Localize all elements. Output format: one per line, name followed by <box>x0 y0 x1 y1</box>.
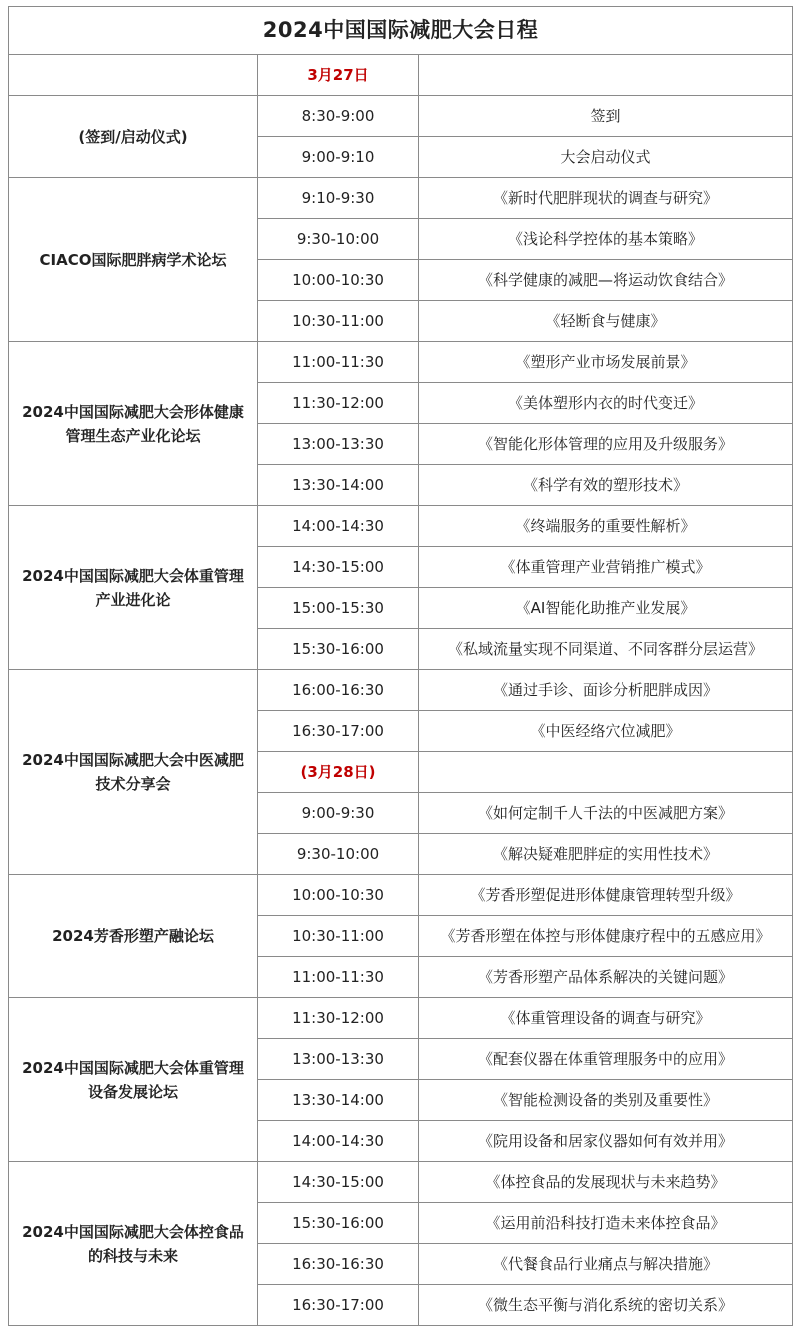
time-slot: 9:00-9:10 <box>258 137 419 178</box>
time-slot: 15:30-16:00 <box>258 1203 419 1244</box>
topic-title: 《新时代肥胖现状的调查与研究》 <box>419 178 793 219</box>
session-name: CIACO国际肥胖病学术论坛 <box>9 178 258 342</box>
schedule-table <box>8 6 793 1326</box>
time-slot: 13:30-14:00 <box>258 1080 419 1121</box>
time-slot: 10:30-11:00 <box>258 301 419 342</box>
session-name: 2024中国国际减肥大会体重管理产业进化论 <box>9 506 258 670</box>
topic-title: 《代餐食品行业痛点与解决措施》 <box>419 1244 793 1285</box>
schedule-row <box>9 875 793 916</box>
time-slot: 14:00-14:30 <box>258 1121 419 1162</box>
schedule-row <box>9 998 793 1039</box>
schedule-row <box>9 1162 793 1203</box>
topic-title: 《终端服务的重要性解析》 <box>419 506 793 547</box>
time-slot: 9:10-9:30 <box>258 178 419 219</box>
topic-title: 《AI智能化助推产业发展》 <box>419 588 793 629</box>
topic-title: 《私域流量实现不同渠道、不同客群分层运营》 <box>419 629 793 670</box>
topic-title: 《芳香形塑促进形体健康管理转型升级》 <box>419 875 793 916</box>
empty-cell <box>9 55 258 96</box>
topic-title: 《中医经络穴位减肥》 <box>419 711 793 752</box>
topic-title: 《浅论科学控体的基本策略》 <box>419 219 793 260</box>
topic-title: 《体重管理设备的调查与研究》 <box>419 998 793 1039</box>
time-slot: 13:30-14:00 <box>258 465 419 506</box>
topic-title: 《科学健康的减肥—将运动饮食结合》 <box>419 260 793 301</box>
time-slot: 14:00-14:30 <box>258 506 419 547</box>
schedule-body <box>9 7 793 1326</box>
schedule-row <box>9 506 793 547</box>
topic-title: 《塑形产业市场发展前景》 <box>419 342 793 383</box>
time-slot: 10:00-10:30 <box>258 875 419 916</box>
time-slot: 13:00-13:30 <box>258 1039 419 1080</box>
time-slot: 9:30-10:00 <box>258 834 419 875</box>
schedule-row <box>9 670 793 711</box>
page-title: 2024中国国际减肥大会日程 <box>9 7 793 55</box>
time-slot: 16:00-16:30 <box>258 670 419 711</box>
topic-title: 签到 <box>419 96 793 137</box>
day2-date: (3月28日) <box>258 752 419 793</box>
time-slot: 11:30-12:00 <box>258 383 419 424</box>
time-slot: 14:30-15:00 <box>258 547 419 588</box>
session-name: 2024芳香形塑产融论坛 <box>9 875 258 998</box>
empty-cell <box>419 55 793 96</box>
time-slot: 14:30-15:00 <box>258 1162 419 1203</box>
session-name: 2024中国国际减肥大会中医减肥技术分享会 <box>9 670 258 875</box>
topic-title: 《通过手诊、面诊分析肥胖成因》 <box>419 670 793 711</box>
schedule-row <box>9 178 793 219</box>
topic-title: 《院用设备和居家仪器如何有效并用》 <box>419 1121 793 1162</box>
session-name: (签到/启动仪式) <box>9 96 258 178</box>
topic-title: 《运用前沿科技打造未来体控食品》 <box>419 1203 793 1244</box>
topic-title: 《科学有效的塑形技术》 <box>419 465 793 506</box>
time-slot: 11:00-11:30 <box>258 957 419 998</box>
time-slot: 11:30-12:00 <box>258 998 419 1039</box>
topic-title: 《体控食品的发展现状与未来趋势》 <box>419 1162 793 1203</box>
session-name: 2024中国国际减肥大会体重管理设备发展论坛 <box>9 998 258 1162</box>
time-slot: 10:00-10:30 <box>258 260 419 301</box>
empty-cell <box>419 752 793 793</box>
topic-title: 《微生态平衡与消化系统的密切关系》 <box>419 1285 793 1326</box>
time-slot: 9:30-10:00 <box>258 219 419 260</box>
time-slot: 16:30-17:00 <box>258 711 419 752</box>
topic-title: 《解决疑难肥胖症的实用性技术》 <box>419 834 793 875</box>
topic-title: 《智能化形体管理的应用及升级服务》 <box>419 424 793 465</box>
session-name: 2024中国国际减肥大会体控食品的科技与未来 <box>9 1162 258 1326</box>
time-slot: 16:30-17:00 <box>258 1285 419 1326</box>
topic-title: 《如何定制千人千法的中医减肥方案》 <box>419 793 793 834</box>
time-slot: 15:00-15:30 <box>258 588 419 629</box>
time-slot: 9:00-9:30 <box>258 793 419 834</box>
schedule-row <box>9 342 793 383</box>
topic-title: 大会启动仪式 <box>419 137 793 178</box>
topic-title: 《美体塑形内衣的时代变迁》 <box>419 383 793 424</box>
topic-title: 《体重管理产业营销推广模式》 <box>419 547 793 588</box>
topic-title: 《轻断食与健康》 <box>419 301 793 342</box>
topic-title: 《智能检测设备的类别及重要性》 <box>419 1080 793 1121</box>
date-row <box>9 55 793 96</box>
time-slot: 8:30-9:00 <box>258 96 419 137</box>
schedule-container <box>8 6 792 1326</box>
topic-title: 《配套仪器在体重管理服务中的应用》 <box>419 1039 793 1080</box>
topic-title: 《芳香形塑产品体系解决的关键问题》 <box>419 957 793 998</box>
time-slot: 11:00-11:30 <box>258 342 419 383</box>
topic-title: 《芳香形塑在体控与形体健康疗程中的五感应用》 <box>419 916 793 957</box>
session-name: 2024中国国际减肥大会形体健康管理生态产业化论坛 <box>9 342 258 506</box>
time-slot: 10:30-11:00 <box>258 916 419 957</box>
time-slot: 15:30-16:00 <box>258 629 419 670</box>
time-slot: 16:30-16:30 <box>258 1244 419 1285</box>
time-slot: 13:00-13:30 <box>258 424 419 465</box>
schedule-row <box>9 96 793 137</box>
day1-date: 3月27日 <box>258 55 419 96</box>
title-row <box>9 7 793 55</box>
